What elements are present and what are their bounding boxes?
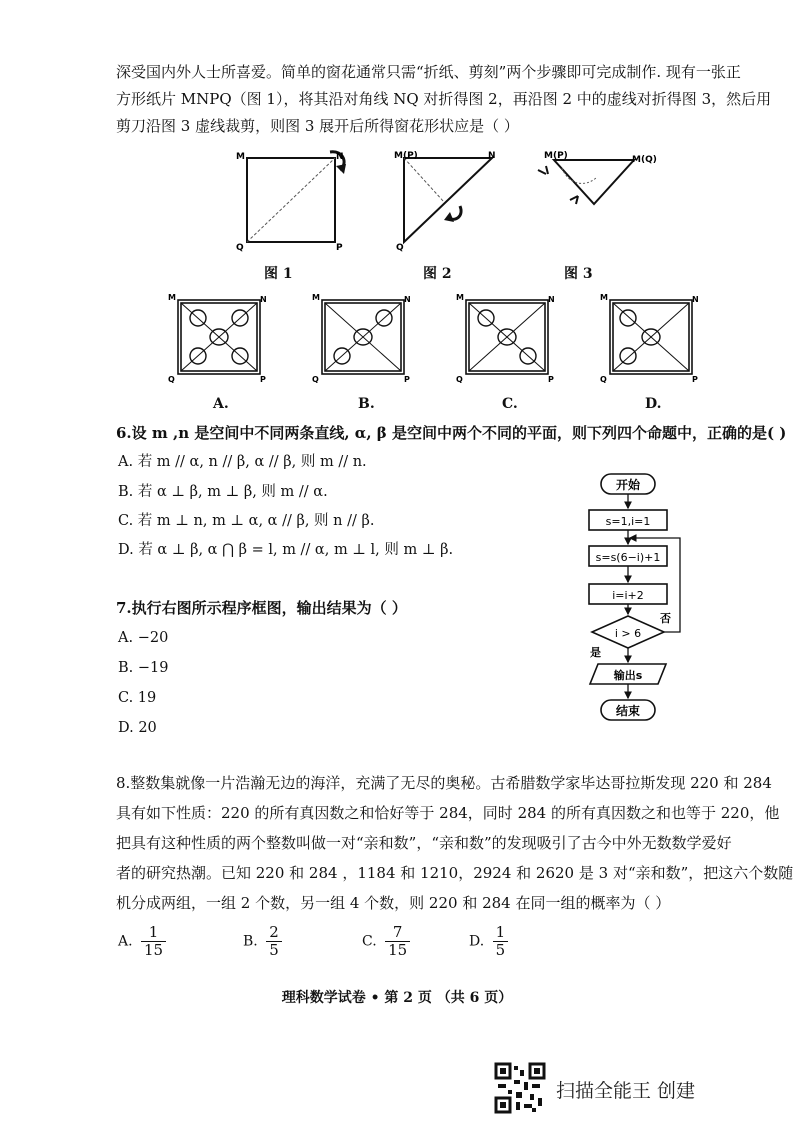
fig2-label-q: Q [396,243,404,253]
flow-update-s: s=s(6−i)+1 [595,551,661,564]
fig2-label-n: N [488,151,496,161]
q6-option-a: A. 若 m // α, n // β, α // β, 则 m // n. [118,454,367,470]
flow-init: s=1,i=1 [605,515,651,528]
fig2-caption: 图 2 [423,266,452,282]
watermark-text: 扫描全能王 创建 [556,1080,696,1102]
qr-code-icon [494,1062,546,1114]
fig1-label-m: M [236,152,245,162]
flow-no: 否 [660,612,671,625]
q8-option-d-fraction [493,924,509,959]
q7-option-a: A. −20 [118,630,169,646]
q8-option-c-label: C. [362,933,377,950]
q8-option-b-num: 2 [266,924,282,942]
choice-b-label-p: P [404,375,410,384]
choice-a-label-n: N [260,295,267,304]
fig3-caption: 图 3 [564,266,593,282]
flow-yes: 是 [590,646,601,659]
choice-b-label: B. [358,396,375,412]
q6-stem: 6.设 m ,n 是空间中不同两条直线, α, β 是空间中两个不同的平面，则下列四个命题中，正确的是( ) [116,424,787,442]
q8-option-a-fraction [141,924,166,959]
q8-option-a-den: 15 [144,941,164,959]
flowchart [582,470,694,726]
fig1-label-n: N [336,152,344,162]
figure-2 [394,148,504,256]
fig3-label-mq: M(Q) [632,155,657,165]
q8-option-b-fraction [266,924,282,959]
page-footer: 理科数学试卷 • 第 2 页 （共 6 页） [281,990,513,1006]
choice-a-label-q: Q [168,375,175,384]
choice-b-label-n: N [404,295,411,304]
q8-line-5: 机分成两组，一组 2 个数，另一组 4 个数，则 220 和 284 在同一组的概率为（ ） [116,894,671,912]
q8-line-2: 具有如下性质：220 的所有真因数之和恰好等于 284，同时 284 的所有真因数之和也等于 220，他 [116,804,780,822]
q7-stem: 7.执行右图所示程序框图，输出结果为（ ） [116,599,407,617]
q8-option-b-label: B. [243,933,258,950]
figure-3 [532,148,662,218]
q8-option-d-den: 5 [495,941,506,959]
q8-line-3: 把具有这种性质的两个整数叫做一对“亲和数”，“亲和数”的发现吸引了古今中外无数数学爱好 [116,834,732,852]
choice-a-label: A. [213,396,229,412]
q5-line-1: 深受国内外人士所喜爱。简单的窗花通常只需“折纸、剪刻”两个步骤即可完成制作. 现有一张正 [116,63,741,81]
choice-c-label: C. [502,396,518,412]
q7-option-c: C. 19 [118,690,157,706]
flow-update-i: i=i+2 [612,589,644,602]
choice-b-figure [310,290,414,384]
choice-b-label-q: Q [312,375,319,384]
q8-option-c [362,924,410,959]
flow-condition: i > 6 [614,627,642,640]
choice-a-label-m: M [168,293,176,302]
figure-1 [232,148,352,256]
choice-c-label-p: P [548,375,554,384]
fig1-caption: 图 1 [264,266,293,282]
q8-line-1: 8.整数集就像一片浩瀚无边的海洋，充满了无尽的奥秘。古希腊数学家毕达哥拉斯发现 220 和 284 [116,774,772,792]
q8-option-a-num: 1 [141,924,166,942]
choice-d-label-p: P [692,375,698,384]
q7-option-d: D. 20 [118,720,157,736]
choice-c-figure [454,290,558,384]
q8-option-c-num: 7 [385,924,410,942]
q8-option-d-num: 1 [493,924,509,942]
fig1-label-q: Q [236,243,244,253]
q8-option-c-fraction [385,924,410,959]
choice-c-label-m: M [456,293,464,302]
q8-option-b [243,924,282,959]
choice-c-label-q: Q [456,375,463,384]
q8-option-c-den: 15 [388,941,408,959]
fig2-label-mp: M(P) [394,151,418,161]
flow-end: 结束 [615,704,641,718]
choice-d-label-n: N [692,295,699,304]
flow-output: 输出s [613,669,643,682]
fig1-label-p: P [336,243,343,253]
q5-line-2: 方形纸片 MNPQ（图 1），将其沿对角线 NQ 对折得图 2，再沿图 2 中的虚线对折得图 3，然后用 [116,90,772,108]
choice-d-label-m: M [600,293,608,302]
q8-option-d [469,924,508,959]
q8-option-d-label: D. [469,933,485,950]
choice-c-label-n: N [548,295,555,304]
q7-option-b: B. −19 [118,660,169,676]
choice-d-label: D. [645,396,662,412]
q8-option-b-den: 5 [269,941,279,959]
choice-b-label-m: M [312,293,320,302]
choice-d-figure [598,290,702,384]
q8-option-a-label: A. [118,933,133,950]
q6-option-b: B. 若 α ⊥ β, m ⊥ β, 则 m // α. [118,484,328,500]
flow-start: 开始 [615,478,641,492]
choice-a-label-p: P [260,375,266,384]
q8-option-a [118,924,166,959]
fig3-label-mp: M(P) [544,151,568,161]
q6-option-d: D. 若 α ⊥ β, α ⋂ β = l, m // α, m ⊥ l, 则 m ⊥ β. [118,542,454,558]
choice-d-label-q: Q [600,375,607,384]
choice-a-figure [166,290,270,384]
q6-option-c: C. 若 m ⊥ n, m ⊥ α, α // β, 则 n // β. [118,513,375,529]
q8-line-4: 者的研究热潮。已知 220 和 284 ，1184 和 1210，2924 和 2620 是 3 对“亲和数”，把这六个数随 [116,864,794,882]
q5-line-3: 剪刀沿图 3 虚线裁剪，则图 3 展开后所得窗花形状应是（ ） [116,117,519,135]
